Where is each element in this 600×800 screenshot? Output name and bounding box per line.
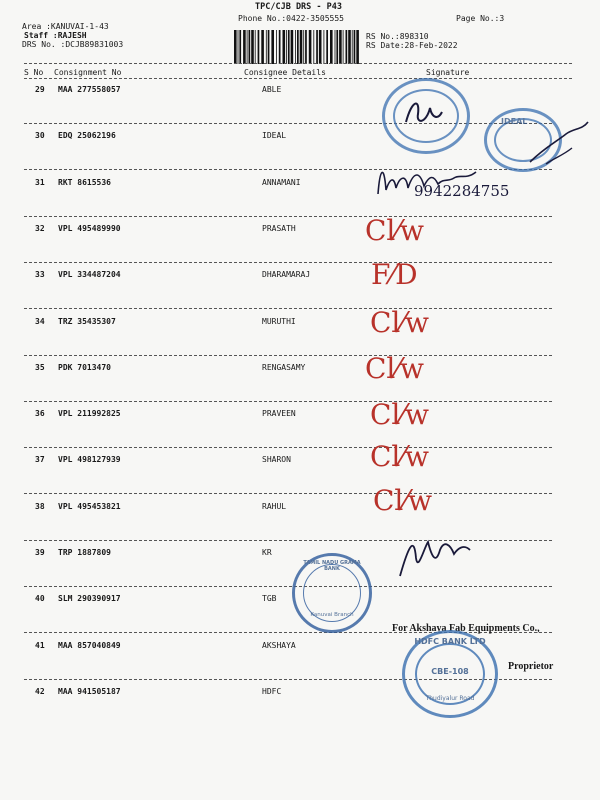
row-sno: 31 <box>35 178 45 187</box>
barcode-bar <box>268 30 270 64</box>
row-consignee: ABLE <box>262 85 282 94</box>
barcode-bar <box>336 30 338 64</box>
barcode-bar <box>279 30 281 64</box>
sheet-title: TPC/CJB DRS - P43 <box>255 2 342 12</box>
phone-number: Phone No.:0422-3505555 <box>238 14 344 23</box>
row-sno: 30 <box>35 131 45 140</box>
row-divider <box>24 123 552 124</box>
row-sno: 41 <box>35 641 45 650</box>
barcode <box>232 30 360 64</box>
barcode-bar <box>324 30 325 64</box>
row-consignee: MURUTHI <box>262 317 296 326</box>
barcode-bar <box>286 30 287 64</box>
barcode-bar <box>234 30 237 64</box>
barcode-bar <box>239 30 241 64</box>
stamp-tgb-branch: Kanuvai Branch <box>310 612 354 618</box>
row-sno: 32 <box>35 224 45 233</box>
row-sno: 35 <box>35 363 45 372</box>
row-consignee: RENGASAMY <box>262 363 306 372</box>
barcode-bar <box>251 30 254 64</box>
row-divider <box>24 355 552 356</box>
row-consignment: VPL 498127939 <box>58 455 121 464</box>
row-consignment: MAA 857040849 <box>58 641 121 650</box>
row-consignment: MAA 941505187 <box>58 687 121 696</box>
row-consignment: VPL 495489990 <box>58 224 121 233</box>
area-label: Area :KANUVAI-1-43 <box>22 22 109 31</box>
row-sno: 36 <box>35 409 45 418</box>
barcode-bar <box>295 30 296 64</box>
column-divider <box>24 78 572 79</box>
cw-mark-row-32: Cl⁄w <box>365 214 425 247</box>
barcode-bar <box>356 30 359 64</box>
signature-row-39 <box>394 528 474 582</box>
stamp-hdfc-address: Thudiyalur Road <box>425 695 475 702</box>
row-consignment: VPL 334487204 <box>58 270 121 279</box>
row-divider <box>24 586 552 587</box>
col-sno: S No <box>24 68 44 77</box>
barcode-bar <box>305 30 307 64</box>
barcode-bar <box>300 30 303 64</box>
row-consignment: PDK 7013470 <box>58 363 111 372</box>
row-consignee: RAHUL <box>262 502 287 511</box>
barcode-bar <box>291 30 294 64</box>
barcode-bar <box>261 30 264 64</box>
stamp-tgb-name: TAMIL NADU GRAMA BANK <box>303 560 361 572</box>
row-consignment: TRP 1887809 <box>58 548 111 557</box>
row-sno: 29 <box>35 85 45 94</box>
barcode-bar <box>316 30 318 64</box>
barcode-bar <box>271 30 274 64</box>
signature-row-29 <box>400 96 446 132</box>
staff-label: Staff :RAJESH <box>24 31 87 40</box>
col-consignee: Consignee Details <box>244 68 326 77</box>
barcode-bar <box>354 30 356 64</box>
header-divider <box>24 63 572 64</box>
barcode-bar <box>326 30 328 64</box>
barcode-bar <box>258 30 260 64</box>
stamp-ideal-text: IDEAL <box>501 117 528 126</box>
akshaya-company-name: For Akshaya Fab Equipments Co., <box>392 623 540 634</box>
cw-mark-row-35: Cl⁄w <box>365 352 425 385</box>
row-consignee: SHARON <box>262 455 291 464</box>
row-divider <box>24 493 552 494</box>
row-sno: 33 <box>35 270 45 279</box>
handwritten-phone: 9942284755 <box>414 182 510 200</box>
stamp-hdfc-code: CBE-108 <box>431 667 469 676</box>
row-sno: 40 <box>35 594 45 603</box>
cw-mark-row-36: Cl⁄w <box>370 398 430 431</box>
row-consignee: KR <box>262 548 272 557</box>
barcode-bar <box>247 30 248 64</box>
cw-mark-row-34: Cl⁄w <box>370 306 430 339</box>
cw-mark-row-37: Cl⁄w <box>370 440 430 473</box>
signature-row-30 <box>526 118 598 170</box>
fd-mark-row-33: F⁄D <box>371 258 418 291</box>
row-divider <box>24 262 552 263</box>
barcode-bar <box>348 30 351 64</box>
col-consignment: Consignment No <box>54 68 122 77</box>
barcode-bar <box>330 30 333 64</box>
barcode-bar <box>255 30 256 64</box>
row-sno: 42 <box>35 687 45 696</box>
row-sno: 34 <box>35 317 45 326</box>
barcode-bar <box>343 30 344 64</box>
row-consignment: SLM 290390917 <box>58 594 121 603</box>
row-consignment: EDQ 25062196 <box>58 131 116 140</box>
barcode-bar <box>352 30 353 64</box>
row-consignee: PRASATH <box>262 224 296 233</box>
row-divider <box>24 401 552 402</box>
row-consignee: IDEAL <box>262 131 287 140</box>
rs-date: RS Date:28-Feb-2022 <box>366 41 458 50</box>
col-signature: Signature <box>426 68 470 77</box>
barcode-bar <box>335 30 336 64</box>
row-consignee: AKSHAYA <box>262 641 296 650</box>
barcode-bar <box>346 30 348 64</box>
row-consignment: RKT 8615536 <box>58 178 111 187</box>
barcode-bar <box>283 30 286 64</box>
barcode-bar <box>266 30 267 64</box>
akshaya-proprietor: Proprietor <box>508 661 554 672</box>
cw-mark-row-38: Cl⁄w <box>373 484 433 517</box>
row-consignment: TRZ 35435307 <box>58 317 116 326</box>
barcode-bar <box>303 30 304 64</box>
row-consignment: VPL 495453821 <box>58 502 121 511</box>
barcode-bar <box>309 30 312 64</box>
row-divider <box>24 216 552 217</box>
row-consignee: TGB <box>262 594 277 603</box>
drs-number: DRS No. :DCJB89831003 <box>22 40 124 49</box>
barcode-bar <box>339 30 342 64</box>
stamp-hdfc-bank <box>402 630 498 718</box>
stamp-hdfc-name: HDFC BANK LTD <box>414 637 486 646</box>
rs-number: RS No.:898310 <box>366 32 429 41</box>
barcode-bar <box>249 30 251 64</box>
row-divider <box>24 308 552 309</box>
row-sno: 39 <box>35 548 45 557</box>
row-consignee: HDFC <box>262 687 282 696</box>
barcode-bar <box>243 30 246 64</box>
page-number: Page No.:3 <box>456 14 505 23</box>
row-consignee: ANNAMANI <box>262 178 301 187</box>
row-consignee: DHARAMARAJ <box>262 270 311 279</box>
row-consignee: PRAVEEN <box>262 409 296 418</box>
stamp-tamil-nadu-grama-bank <box>292 553 372 633</box>
barcode-bar <box>238 30 239 64</box>
barcode-bar <box>313 30 314 64</box>
row-consignment: VPL 211992825 <box>58 409 121 418</box>
barcode-bar <box>288 30 290 64</box>
barcode-bar <box>319 30 322 64</box>
row-sno: 38 <box>35 502 45 511</box>
row-consignment: MAA 277558057 <box>58 85 121 94</box>
barcode-bar <box>297 30 299 64</box>
barcode-bar <box>276 30 277 64</box>
row-sno: 37 <box>35 455 45 464</box>
row-divider <box>24 447 552 448</box>
